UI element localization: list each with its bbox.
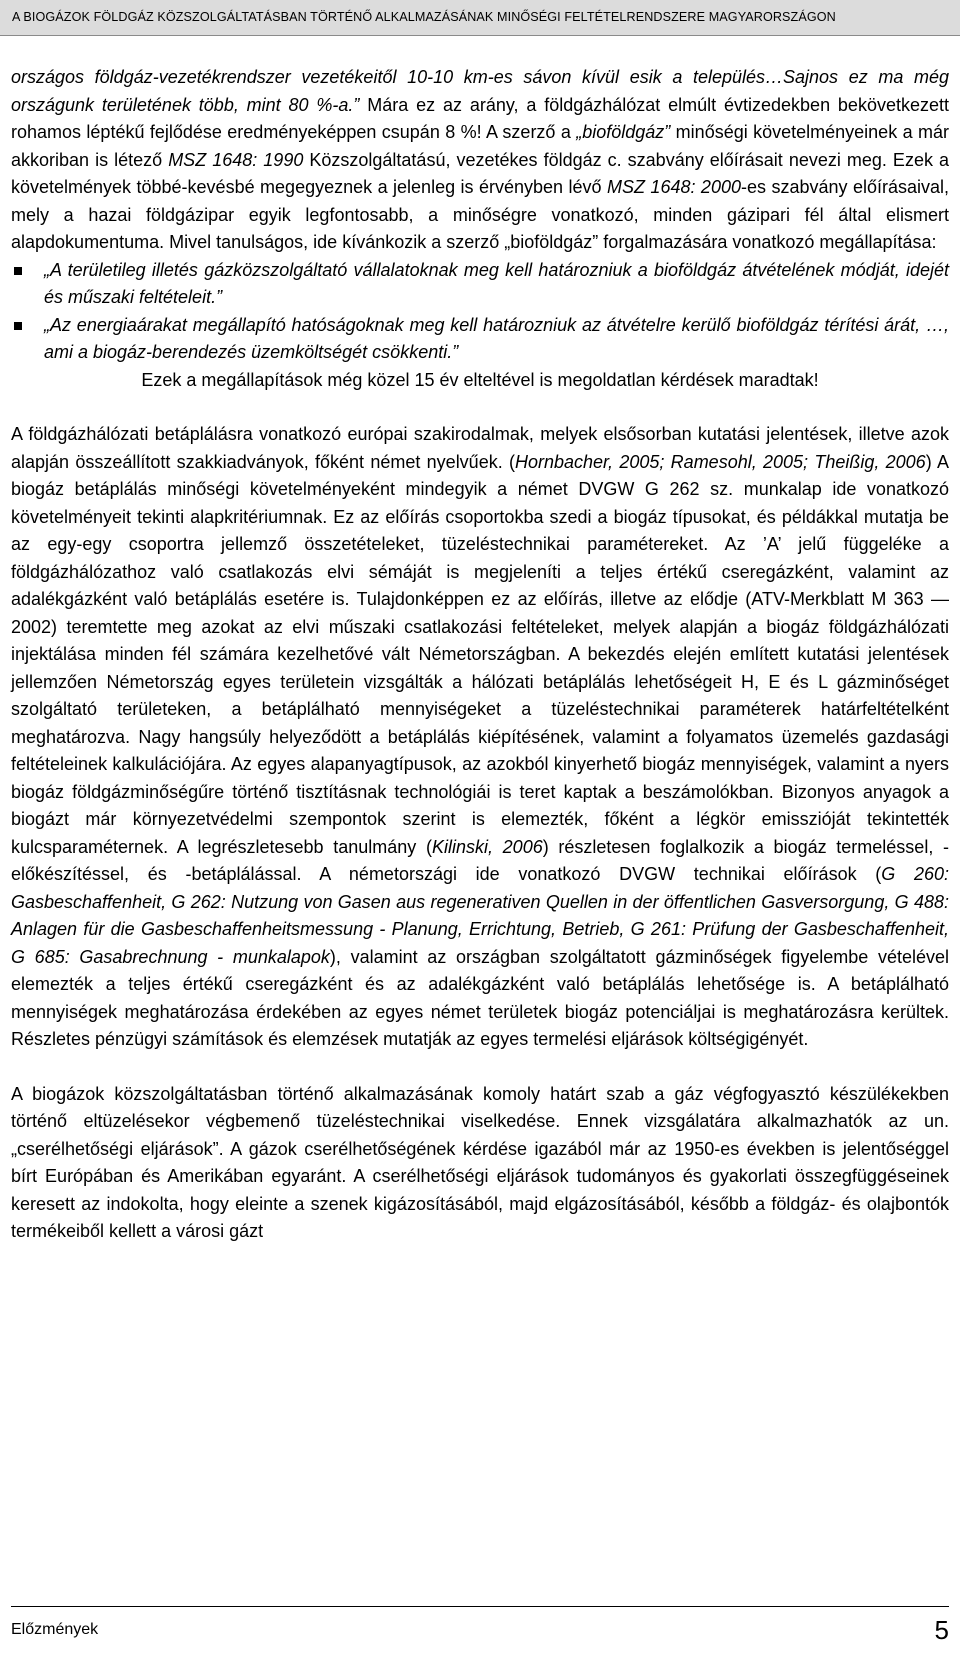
list-item: [11, 312, 949, 367]
citation: G 260: Gasbeschaffenheit, G 262: Nutzung von Gasen aus regenerativen Quellen in der öffentlichen Gasversorgung, G 488: Anlagen für die Gasbeschaffenheitsmessung - Planung, Errichtung, Betrieb, G 261: Prüfung der Gasbeschaffenheit, G 685: Gasabrechnung - munkalapok: [11, 864, 949, 967]
paragraph-gap: [11, 394, 949, 421]
lit-text-3: ) részletesen foglalkozik a biogáz termeléssel, -előkészítéssel, és -betáplálással. A németországi ide vonatkozó DVGW technikai előírások (: [11, 836, 950, 884]
list-item-text: „Az energiaárakat megállapító hatóságoknak meg kell határozniuk az átvételre kerülő bioföldgáz térítési árát, …, ami a biogáz-berendezés üzemköltségét csökkenti.”: [44, 314, 949, 362]
bullet-icon: [14, 322, 22, 330]
running-title: A BIOGÁZOK FÖLDGÁZ KÖZSZOLGÁLTATÁSBAN TÖRTÉNŐ ALKALMAZÁSÁNAK MINŐSÉGI FELTÉTELRENDSZERE MAGYARORSZÁGON: [12, 10, 836, 24]
conclusion-line: Ezek a megállapítások még közel 15 év elteltével is megoldatlan kérdések maradtak!: [141, 369, 819, 390]
lit-text-4: ), valamint az országban szolgáltatott gázminőségek figyelembe vételével elemezték a teljes értékű cseregázként és az adalékgázként való betáplálás lehetősége is. A betáplálható mennyiségek meghatározása érdekében az egyes német területek biogáz potenciáljai is meghatározásra kerültek. Részletes pénzügyi számítások és elemzések mutatják az egyes termelési eljárások költségigényét.: [11, 946, 950, 1049]
biofoldgaz-term: „bioföldgáz”: [576, 122, 671, 142]
bullet-icon: [14, 267, 22, 275]
citation: Hornbacher, 2005; Ramesohl, 2005; Theißig, 2006: [515, 451, 926, 472]
paragraph-gap: [11, 1054, 949, 1081]
list-item: [11, 257, 949, 312]
paragraph-exchangeability: A biogázok közszolgáltatásban történő alkalmazásának komoly határt szab a gáz végfogyasztó készülékekben történő eltüzelésekor végbemenő tüzeléstechnikai viselkedése. Ennek vizsgálatára alkalmazhatók az un. „cserélhetőségi eljárások”. A gázok cserélhetőségének kérdése igazából már az 1950-es években is jelentőséggel bírt Európában és Amerikában egyaránt. A cserélhetőségi eljárások tudományos és gyakorlati összegfüggéseinek keresett az indokolta, hogy eleinte a szenek kigázosításából, majd elgázosításából, később a földgáz- és olajbontók termékeiből kellett a városi gázt: [11, 1083, 949, 1241]
standard-ref-2000: MSZ 1648: 2000: [606, 177, 741, 197]
quote-end: országos földgáz-vezetékrendszer vezetékeitől 10-10 km-es sávon kívül esik a település…Sajnos ez ma még országunk területének több, mint 80 %-a.”: [11, 67, 949, 115]
running-header: [0, 0, 960, 36]
intro-text-2: minőségi követelményeinek a már akkoriban is létező: [11, 122, 949, 170]
lit-text-2: ) A biogáz betáplálás minőségi követelményeként mindegyik a német DVGW G 262 sz. munkalap ide vonatkozó követelményeit tekinti alapkritériumnak. Ez az előírás csoportokba szedi a biogáz típusokat, és példákkal mutatja be az egy-egy csoportra jellemző összetételeket, tüzeléstechnikai paramétereket. Az ’A’ jelű függeléke a földgázhálózathoz való csatlakozás elvi sémáját is megjeleníti a teljes értékű cseregázként, valamint az adalékgázként való betáplálás esetére is. Tulajdonképpen ez az előírás, illetve az elődje (ATV-Merkblatt M 363 — 2002) teremtette meg azokat az elvi műszaki csatlakozási feltételeket, melyek alapján a biogáz földgázhálózati injektálása minden fél számára kezelhetővé vált Németországban. A bekezdés elején említett kutatási jelentések jellemzően Németország egyes területein vizsgálták a hálózati betáplálás lehetőségeit H, E és L gázminőséget szolgáltató területeken, a betáplálható mennyiségeket a tüzeléstechnikai paraméterek határfeltételként meghatározva. Nagy hangsúly helyeződött a betáplálás kiépítésének, valamint a folyamatos üzemelés gazdasági feltételeinek kalkulációjára. Az egyes alapanyagtípusok, az azokból kinyerhető biogáz mennyiségek, valamint a nyers biogáz földgázminőségűre történő tisztításnak technológiái is teret kaptak a beszámolókban. Bizonyos anyagok a biogázt már környezetvédelmi szempontok szerint is elemezték, főként a légkör emisszióját tekintették kulcsparaméternek. A legrészletesebb tanulmány (: [11, 451, 949, 857]
section-name: Előzmények: [11, 1621, 99, 1638]
intro-text-3: Közszolgáltatású, vezetékes földgáz c. szabvány előírásait nevezi meg. Ezek a követelmények többé-kevésbé megegyeznek a jelenleg is érvényben lévő: [11, 149, 949, 197]
paragraph-intro: [11, 64, 949, 257]
page-body: [11, 64, 949, 1246]
standard-ref-1990: MSZ 1648: 1990: [168, 149, 304, 170]
list-item-text: „A területileg illetés gázközszolgáltató vállalatoknak meg kell határozniuk a bioföldgáz átvételének módját, idejét és műszaki feltételeit.”: [44, 259, 949, 307]
quote-list: [11, 257, 949, 367]
citation: Kilinski, 2006: [431, 836, 543, 857]
intro-text-1: Mára ez az arány, a földgázhálózat elmúlt évtizedekben bekövetkezett rohamos léptékű fejlődése eredményeképpen csupán 8 %! A szerző a: [11, 94, 949, 142]
lit-text-1: A földgázhálózati betáplálásra vonatkozó európai szakirodalmak, melyek elsősorban kutatási jelentések, illetve azok alapján összeállított szakkiadványok, főként német nyelvűek. (: [11, 424, 949, 472]
paragraph-literature: [11, 421, 949, 1054]
page-footer: [11, 1606, 949, 1651]
page-number: 5: [934, 1615, 949, 1645]
intro-text-4: -es szabvány előírásaival, mely a hazai földgázipar egyik legfontosabb, a minőségre vonatkozó, minden gázipari fél által elismert alapdokumentuma. Mivel tanulságos, ide kívánkozik a szerző „bioföldgáz” forgalmazására vonatkozó megállapítása:: [11, 177, 949, 252]
